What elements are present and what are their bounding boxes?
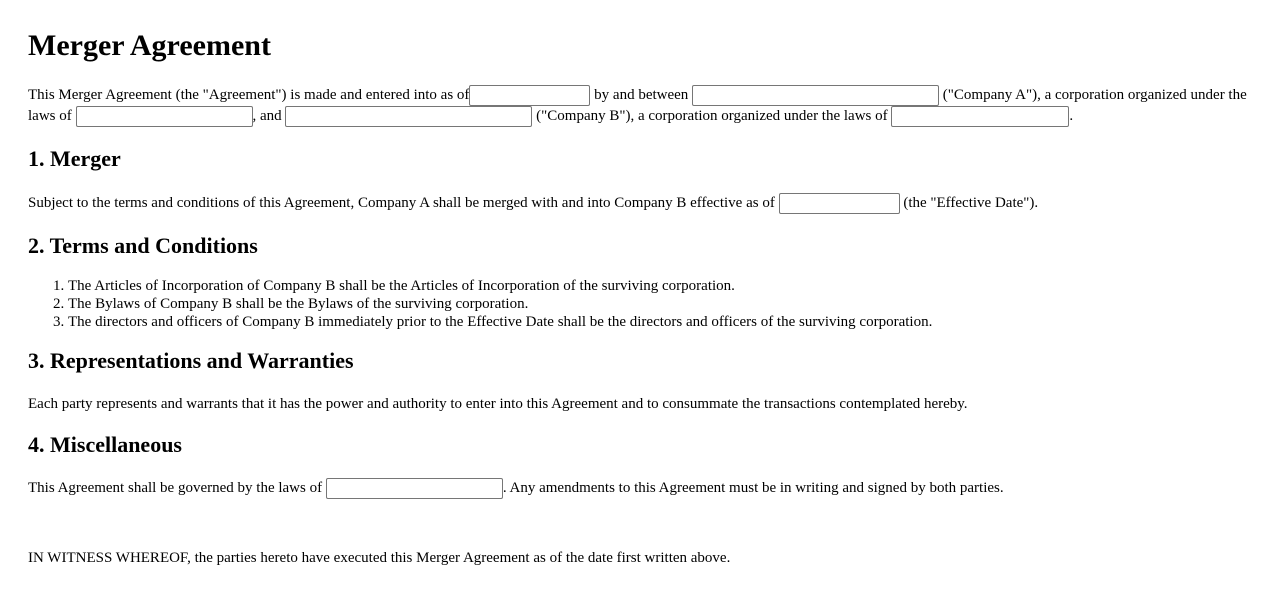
company-a-state-field[interactable] bbox=[76, 106, 253, 127]
page-title: Merger Agreement bbox=[28, 29, 271, 62]
intro-text-6: . bbox=[1069, 108, 1074, 124]
agreement-date-field[interactable] bbox=[469, 85, 590, 106]
section-heading-merger: 1. Merger bbox=[28, 146, 121, 171]
section-heading-miscellaneous: 4. Miscellaneous bbox=[28, 432, 182, 457]
list-item: 2. The Bylaws of Company B shall be the Bylaws of the surviving corporation. bbox=[68, 295, 1250, 313]
terms-list bbox=[28, 277, 1250, 331]
merger-paragraph bbox=[28, 193, 1250, 214]
misc-text-1: This Agreement shall be governed by the laws of bbox=[28, 480, 323, 496]
intro-text-5: ("Company B"), a corporation organized under the laws of bbox=[536, 108, 888, 124]
company-b-name-field[interactable] bbox=[285, 106, 532, 127]
intro-paragraph bbox=[28, 85, 1250, 127]
intro-text-1: This Merger Agreement (the "Agreement") is made and entered into as of bbox=[28, 87, 470, 103]
section-heading-terms: 2. Terms and Conditions bbox=[28, 233, 258, 258]
company-b-state-field[interactable] bbox=[891, 106, 1069, 127]
merger-text-1: Subject to the terms and conditions of this Agreement, Company A shall be merged with and into Company B effective as of bbox=[28, 195, 775, 211]
representations-paragraph: Each party represents and warrants that it has the power and authority to enter into this Agreement and to consummate the transactions contemplated hereby. bbox=[28, 396, 968, 412]
intro-text-2: by and between bbox=[594, 87, 689, 103]
intro-text-4: , and bbox=[252, 108, 282, 124]
merger-text-2: (the "Effective Date"). bbox=[903, 195, 1039, 211]
governing-law-field[interactable] bbox=[326, 478, 503, 499]
misc-text-2: . Any amendments to this Agreement must be in writing and signed by both parties. bbox=[502, 480, 1004, 496]
effective-date-field[interactable] bbox=[779, 193, 900, 214]
miscellaneous-paragraph bbox=[28, 478, 1250, 499]
list-item: 1. The Articles of Incorporation of Company B shall be the Articles of Incorporation of the surviving corporation. bbox=[68, 277, 1250, 295]
list-item: 3. The directors and officers of Company B immediately prior to the Effective Date shall be the directors and officers of the surviving corporation. bbox=[68, 313, 1250, 331]
intro-text-3: ("Company A"), a corporation organized under the laws of bbox=[28, 87, 1247, 124]
section-heading-representations: 3. Representations and Warranties bbox=[28, 348, 354, 373]
company-a-name-field[interactable] bbox=[692, 85, 939, 106]
witness-paragraph: IN WITNESS WHEREOF, the parties hereto have executed this Merger Agreement as of the date first written above. bbox=[28, 550, 731, 566]
